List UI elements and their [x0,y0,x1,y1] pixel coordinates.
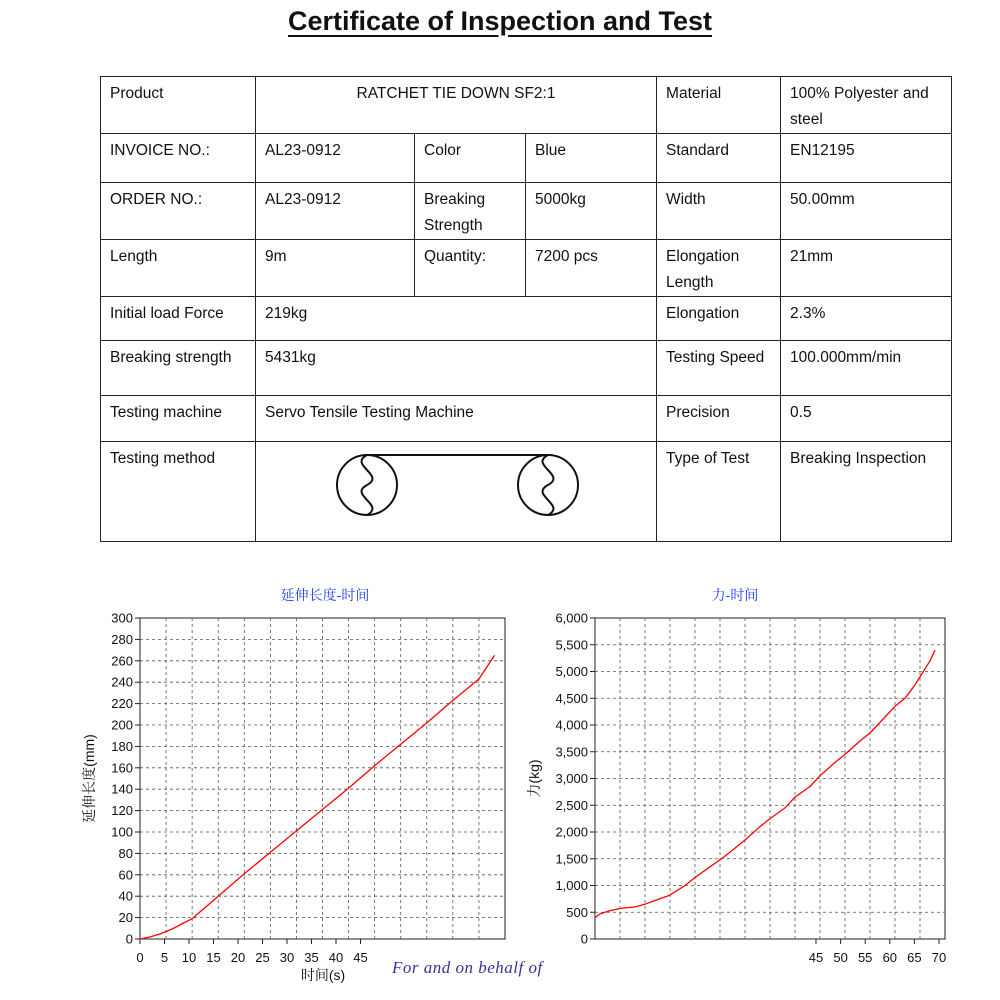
type-of-test-value: Breaking Inspection [781,442,952,542]
y-tick-label: 6,000 [555,610,588,626]
y-tick-label: 180 [111,738,133,754]
x-tick-label: 30 [279,950,295,965]
table-row [101,297,952,341]
standard-value: EN12195 [781,134,952,183]
breaking-strength-label: Breaking Strength [415,183,526,240]
table-row [101,183,952,240]
quantity-value: 7200 pcs [526,240,657,297]
y-tick-label: 5,000 [555,664,588,679]
y-tick-label: 100 [111,824,133,840]
x-tick-label: 55 [857,950,873,965]
y-tick-label: 0 [125,931,133,947]
width-label: Width [657,183,781,240]
y-tick-label: 20 [118,910,133,926]
x-tick-label: 70 [931,950,947,965]
table-row [101,396,952,442]
x-tick-label: 35 [304,950,319,965]
y-tick-label: 240 [111,674,133,690]
order-label: ORDER NO.: [101,183,256,240]
y-tick-label: 1,000 [555,878,588,893]
y-tick-label: 300 [111,610,133,626]
certificate-title: Certificate of Inspection and Test [287,6,713,36]
y-tick-label: 60 [118,867,133,883]
x-tick-label: 5 [160,950,169,965]
y-tick-label: 500 [566,904,588,920]
table-row [101,77,952,134]
standard-label: Standard [657,134,781,183]
width-value: 50.00mm [781,183,952,240]
y-tick-label: 3,000 [555,771,588,786]
elongation-value: 2.3% [781,297,952,341]
chart-title: 力-时间 [711,587,759,603]
y-tick-label: 2,500 [555,797,588,813]
table-row [101,341,952,396]
x-axis-label: 时间(s) [300,967,346,983]
testing-speed-value: 100.000mm/min [781,341,952,396]
initial-load-label: Initial load Force [101,297,256,341]
breaking-strength2-label: Breaking strength [101,341,256,396]
y-tick-label: 140 [111,781,133,797]
testing-machine-value: Servo Tensile Testing Machine [256,396,657,442]
type-of-test-label: Type of Test [657,442,781,542]
testing-method-diagram [256,442,658,532]
testing-method-figure-cell [256,442,657,542]
y-tick-label: 280 [111,631,133,647]
y-tick-label: 1,500 [555,851,588,867]
y-tick-label: 80 [118,845,133,861]
force-time-chart [525,580,965,985]
elongation-length-value: 21mm [781,240,952,297]
initial-load-value: 219kg [256,297,657,341]
inspection-table [100,76,952,542]
invoice-label: INVOICE NO.: [101,134,256,183]
y-tick-label: 0 [580,931,588,947]
elongation-label: Elongation [657,297,781,341]
y-tick-label: 160 [111,760,133,776]
length-value: 9m [256,240,415,297]
testing-speed-label: Testing Speed [657,341,781,396]
chart-title: 延伸长度-时间 [280,587,370,603]
x-tick-label: 0 [136,950,144,965]
left-capstan-wrap [362,455,373,515]
x-tick-label: 60 [882,950,898,965]
x-tick-label: 50 [833,950,848,965]
y-tick-label: 5,500 [555,637,588,653]
x-tick-label: 40 [328,950,344,965]
product-label: Product [101,77,256,134]
table-row [101,442,952,542]
table-row [101,240,952,297]
series-line [595,650,935,918]
precision-label: Precision [657,396,781,442]
y-tick-label: 4,500 [555,690,588,706]
invoice-value: AL23-0912 [256,134,415,183]
y-tick-label: 120 [111,803,133,819]
y-tick-label: 3,500 [555,744,588,760]
x-tick-label: 20 [230,950,246,965]
y-tick-label: 200 [111,717,133,733]
breaking-strength-value: 5000kg [526,183,657,240]
testing-method-label: Testing method [101,442,256,542]
order-value: AL23-0912 [256,183,415,240]
chart-svg [80,580,510,985]
x-tick-label: 25 [255,950,270,965]
precision-value: 0.5 [781,396,952,442]
elongation-length-label: Elongation Length [657,240,781,297]
chart-svg [525,580,965,985]
x-tick-label: 45 [808,950,824,965]
breaking-strength2-value: 5431kg [256,341,657,396]
x-tick-label: 10 [181,950,197,965]
material-label: Material [657,77,781,134]
color-label: Color [415,134,526,183]
extension-time-chart [80,580,510,985]
y-tick-label: 260 [111,653,133,669]
y-axis-label: 力(kg) [526,759,542,798]
table-row [101,134,952,183]
product-value: RATCHET TIE DOWN SF2:1 [256,77,657,134]
x-tick-label: 65 [907,950,922,965]
y-tick-label: 4,000 [555,717,588,733]
quantity-label: Quantity: [415,240,526,297]
material-value: 100% Polyester and steel [781,77,952,134]
y-tick-label: 40 [118,888,133,904]
x-tick-label: 15 [206,950,221,965]
y-tick-label: 2,000 [555,824,588,840]
y-axis-label: 延伸长度(mm) [81,734,97,823]
y-tick-label: 220 [111,696,133,712]
x-tick-label: 45 [353,950,368,965]
right-capstan-wrap [543,455,554,515]
testing-machine-label: Testing machine [101,396,256,442]
color-value: Blue [526,134,657,183]
length-label: Length [101,240,256,297]
signoff-text: For and on behalf of [392,958,543,977]
